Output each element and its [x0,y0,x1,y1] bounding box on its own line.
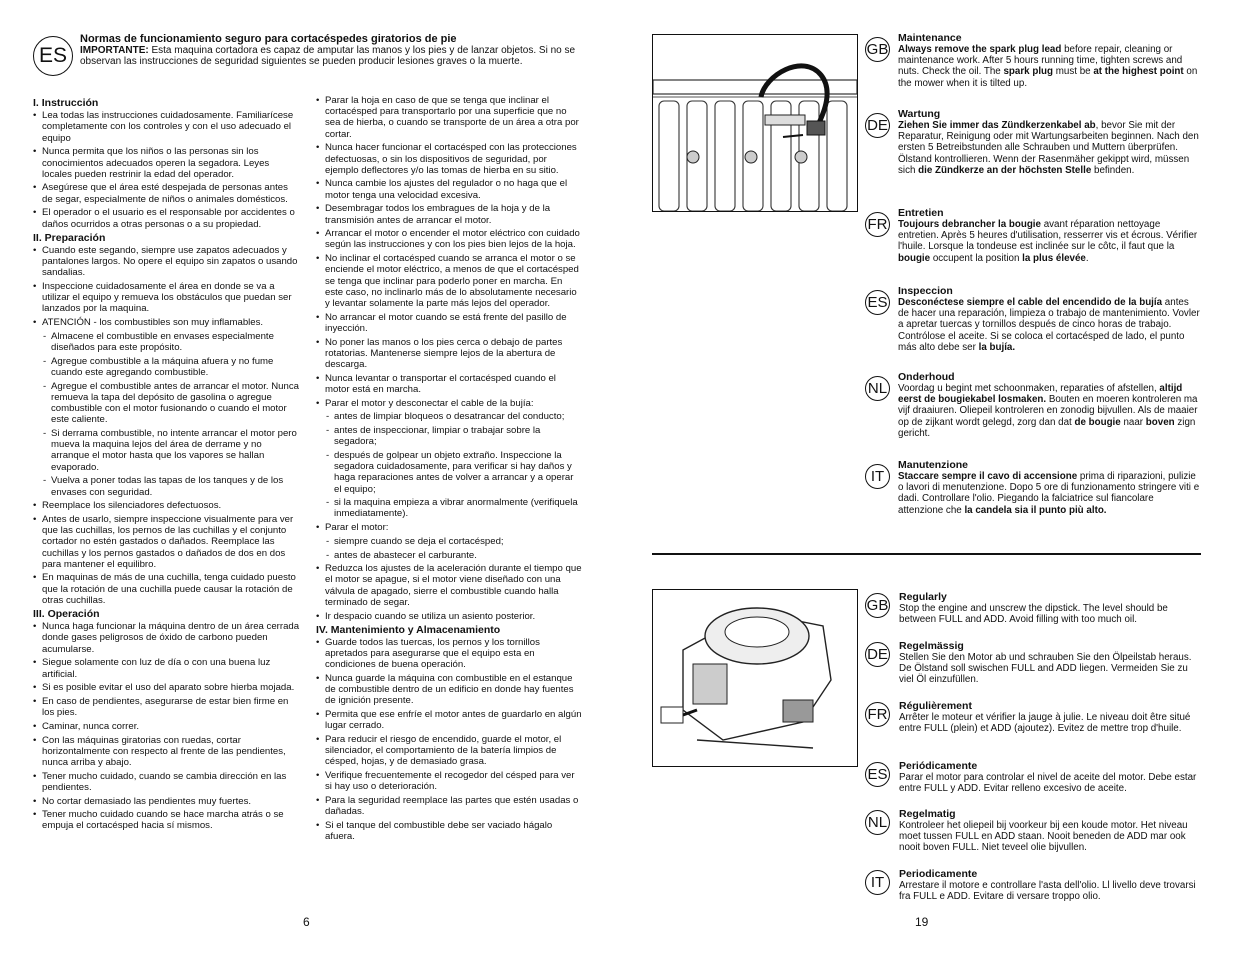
list-item: • Parar el motor y desconectar el cable de la bujía: [316,398,582,409]
section-nl-oil [899,808,1202,854]
list-item: - antes de limpiar bloqueos o desatrancar del conducto; [316,411,582,422]
column-2: • Parar la hoja en caso de que se tenga que inclinar el cortacésped para transportarlo por una superficie que no sea de hierba, o cuando se transporte de un área a otra por cortar. • Nunca hacer funcionar el cortacésped con las protecciones defectuosas, o sin los dispositivos de seguridad, por ejemplo deflectores y/o las tomas de hierba en su sitio. • Nunca cambie los ajustes del regulador o no haga que el motor tenga una velocidad excesiva. • Desembragar todos los embragues de la hoja y de la transmisión antes de arrancar el motor. • Arrancar el motor o encender el motor eléctrico con cuidado según las instrucciones y con los pies bien lejos de la hoja. • No inclinar el cortacésped cuando se arranca el motor o se enciende el motor eléctrico, a menos de que el cortacésped se tenga que inclinar para poderlo poner en marcha. En este caso, no inclinarlo más de lo absolutamente necesario y levantar solamente la parte más lejos del operador. • No arrancar el motor cuando se está frente del pasillo de inyección. • No poner las manos o los pies cerca o debajo de partes rotatorias. Mantenerse siempre lejos de la abertura de descarga. • Nunca levantar o transportar el cortacésped cuando el motor está en marcha. • Parar el motor y desconectar el cable de la bujía: - antes de limpiar bloqueos o desatrancar del conducto; - antes de inspeccionar, limpiar o trabajar sobre la segadora; - después de golpear un objeto extraño. Inspeccione la segadora cuidadosamente, para verificar si hay daños y haga reparaciones antes de volver a arrancar y a operar el equipo; - si la maquina empieza a vibrar anormalmente (verifiquela inmediatamente). • Parar el motor: - siempre cuando se deja el cortacésped; - antes de abastecer el carburante. • Reduzca los ajustes de la aceleración durante el tiempo que el motor se apague, si el motor viene diseñado con una válvula de apagado, sierre el combustible cuando halla terminado de segar. • Ir despacio cuando se utiliza un asiento posterior. IV. Mantenimiento y Almacenamiento • Guarde todos las tuercas, los pernos y los tornillos apretados para asegurarse que el equipo esta en condiciones de buena operación. • Nunca guarde la máquina con combustible en el estanque de combustible dentro de un edificio en donde hay fuentes de ignición presente. • Permita que ese enfríe el motor antes de guardarlo en algún lugar cerrado. • Para reducir el riesgo de encendido, guarde el motor, el silenciador, el comportamiento de la batería limpios de césped, hojas, y de demasiado grasa. • Verifique frecuentemente el recogedor del césped para ver si hay uso o deterioración. • Para la seguridad reemplace las partes que estén usadas o dañadas. • Si el tanque del combustible debe ser vaciado hágalo afuera. [316,95,582,845]
language-badge-de: DE [865,113,890,138]
language-badge-gb: GB [865,37,890,62]
list-item: • Con las máquinas giratorias con ruedas, cortar horizontalmente con respecto al frente de las pendientes, nunca arriba y abajo. [33,735,301,769]
section-text: Ziehen Sie immer das Zündkerzenkabel ab, bevor Sie mit der Reparatur, Reinigung oder mit Wartungsarbeiten beginnen. Nach den ersten 5 Betreibstunden alle Schrauben und Muttern überprüfen. Ölstand kontrollieren. Wenn der Rasenmäher gekippt wird, müssen sich die Zündkerze an der höchsten Stelle befinden. [898,120,1199,176]
list-item: - Agregue combustible a la máquina afuera y no fume cuando este agregando combustible. [33,356,301,378]
list-item: - Vuelva a poner todas las tapas de los tanques y de los envases con seguridad. [33,475,301,497]
language-badge-it: IT [865,870,890,895]
list-item: • Tener mucho cuidado cuando se hace marcha atrás o se empuja el cortacésped hacia sí mismos. [33,809,301,831]
section-text: Voordag u begint met schoonmaken, reparaties of afstellen, altijd eerst de bougiekabel losmaken. Bouten en moeren kontroleren ma vijf draaiuren. Oliepeil kontroleren en zonodig bijvullen. Als de maaier op de zijkant wordt gelegd, zorg dan dat de bougie naar boven zign gericht. [898,383,1198,439]
list-item: • Guarde todos las tuercas, los pernos y los tornillos apretados para asegurarse que el equipo esta en condiciones de buena operación. [316,637,582,671]
list-item: • Nunca cambie los ajustes del regulador o no haga que el motor tenga una velocidad excesiva. [316,178,582,200]
language-badge-es: ES [865,290,890,315]
language-badge-es: ES [865,762,890,787]
list-item: • Cuando este segando, siempre use zapatos adecuados y pantalones largos. No opere el equipo sin zapatos o usando sandalias. [33,245,301,279]
list-item: • Nunca levantar o transportar el cortacésped cuando el motor está en marcha. [316,373,582,395]
list-item: • Nunca guarde la máquina con combustible en el estanque de combustible dentro de un edificio en donde hay fuentes de ignición presente. [316,673,582,707]
list-item: • Para reducir el riesgo de encendido, guarde el motor, el silenciador, el comportamiento de la batería limpios de césped, hojas, y de demasiado grasa. [316,734,582,768]
list-item: • Tener mucho cuidado, cuando se cambia dirección en las pendientes. [33,771,301,793]
section-title: Regelmässig [899,640,964,652]
section-divider [652,553,1201,555]
language-badge-nl: NL [865,376,890,401]
list-item: • Nunca permita que los niños o las personas sin los conocimientos adecuados operen la segadora. Leyes locales pueden restrinir la edad del operador. [33,146,301,180]
list-item: • Si el tanque del combustible debe ser vaciado hágalo afuera. [316,820,582,842]
section-text: Toujours debrancher la bougie avant réparation nettoyage entretien. Après 5 heures d'utilisation, resserrer vis et écrous. Vérifier l'huile. Lorsque la tondeuse est inclinée sur le côtc, il faut que la bougie occupent la position la plus élevée. [898,219,1198,264]
list-item: - siempre cuando se deja el cortacésped; [316,536,582,547]
section-title: Wartung [898,108,941,120]
section-text: Staccare sempre il cavo di accensione prima di riparazioni, pulizie o lavori di menutenzione. Dopo 5 ore di funzionamento stringere viti e dadi. Controllare l'olio. Piegando la falciatrice sul fiancolare attenzione che la candela sia il punto più alto. [898,471,1200,516]
list-item: • Parar el motor: [316,522,582,533]
section-text: Stellen Sie den Motor ab und schrauben Sie den Ölpeilstab heraus. De Ölstand soll swischen FULL and ADD liegen. Vermeiden Sie zu viel Öl einzufüllen. [899,652,1192,686]
list-item: • Antes de usarlo, siempre inspeccione visualmente para ver que las cuchillas, los pernos de las cuchillas y el conjunto cortador no estén gastados o dañados. Reemplace las cuchillas y los pernos gastados o dañados de dos en dos para mantener el equilibro. [33,514,301,570]
section-fr-oil [899,700,1202,734]
page-number-right: 19 [915,915,929,929]
list-item: • Desembragar todos los embragues de la hoja y de la transmisión antes de arrancar el motor. [316,203,582,225]
section-title: Inspeccion [898,285,953,297]
list-item: • Arrancar el motor o encender el motor eléctrico con cuidado según las instrucciones y con los pies bien lejos de la hoja. [316,228,582,250]
section-de-maintenance [898,108,1201,176]
list-item: • Si es posible evitar el uso del aparato sobre hierba mojada. [33,682,301,693]
section-title: Maintenance [898,32,962,44]
section-title: Manutenzione [898,459,968,471]
section-it-oil [899,868,1202,902]
section-title: Periodicamente [899,868,978,880]
language-badge-es: ES [33,36,73,76]
list-item: - Agregue el combustible antes de arrancar el motor. Nunca remueva la tapa del depósito de gasolina o agregue combustible con el motor fusionando o cuando el motor este caliente. [33,381,301,426]
intro-text: IMPORTANTE: Esta maquina cortadora es capaz de amputar las manos y los pies y de lanzar objetos. Si no se observan las instrucciones de seguridad siguientes se pueden producir lesiones graves o la muerte. [80,45,576,68]
language-badge-fr: FR [865,212,890,237]
section-text: Desconéctese siempre el cable del encendido de la bujía antes de hacer una reparación, limpieza o trabajo de mantenimiento. Vovler a apretar tuercas y tornillos después de cinco horas de trabajo. Contrólose el aceite. Si se coloca el cortacésped de lado, el punto más alto debe ser la bujía. [898,297,1200,353]
list-item: • Lea todas las instrucciones cuidadosamente. Familiarícese completamente con los controles y con el uso adecuado el equipo [33,110,301,144]
list-item: • Caminar, nunca correr. [33,721,301,732]
section-title: Onderhoud [898,371,955,383]
list-item: • Ir despacio cuando se utiliza un asiento posterior. [316,611,582,622]
list-item: - después de golpear un objeto extraño. Inspeccione la segadora cuidadosamente, para verificar si hay daños y haga reparaciones antes de volver a arrancar y a operar el equipo; [316,450,582,495]
list-item: • En maquinas de más de una cuchilla, tenga cuidado puesto que la rotación de una cuchilla puede causar la rotación de otras cuchillas. [33,572,301,606]
list-item: • Para la seguridad reemplace las partes que estén usadas o dañadas. [316,795,582,817]
section-gb-maintenance [898,32,1201,89]
list-item: • No cortar demasiado las pendientes muy fuertes. [33,796,301,807]
engine-dipstick-illustration [652,589,858,767]
list-item: - antes de inspeccionar, limpiar o trabajar sobre la segadora; [316,425,582,447]
section-text: Arrestare il motore e controllare l'asta dell'olio. Ll livello deve trovarsi fra FULL e ADD. Evitare di versare troppo olio. [899,880,1196,903]
list-item: • Reduzca los ajustes de la aceleración durante el tiempo que el motor se apague, si el motor viene diseñado con una válvula de apagado, sierre el combustible cuando halla terminado de segar. [316,563,582,608]
section-nl-maintenance [898,371,1201,439]
page-title: Normas de funcionamiento seguro para cortacéspedes giratorios de pie IMPORTANTE: Esta maquina cortadora es capaz de amputar las manos y los pies y de lanzar objetos. Si no se observan las instrucciones de seguridad siguientes se pueden producir lesiones graves o la muerte. [80,33,585,68]
list-item: • Asegúrese que el área esté despejada de personas antes de segar, especialmente de niños o animales domésticos. [33,182,301,204]
section-title: Entretien [898,207,944,219]
list-item: • Nunca haga funcionar la máquina dentro de un área cerrada donde gases peligrosos de óxido de carbono pueden acumularse. [33,621,301,655]
list-item: • Reemplace los silenciadores defectuosos. [33,500,301,511]
engine-spark-plug-illustration [652,34,858,212]
list-item: • Permita que ese enfríe el motor antes de guardarlo en algún lugar cerrado. [316,709,582,731]
list-item: - Almacene el combustible en envases especialmente diseñados para este propósito. [33,331,301,353]
list-item: • No inclinar el cortacésped cuando se arranca el motor o se enciende el motor eléctrico, a menos de que el cortacésped se tenga que inclinar para poderlo poner en marcha. En este caso, no inclinarlo más de lo absolutamente necesario y levantar solamente la parte más lejos del operador. [316,253,582,309]
page-number-left: 6 [303,915,310,929]
list-item: • Verifique frecuentemente el recogedor del césped para ver si hay uso o deterioración. [316,770,582,792]
list-item: • El operador o el usuario es el responsable por accidentes o daños ocurridos a otras personas o a su propiedad. [33,207,301,229]
list-item: • Inspeccione cuidadosamente el área en donde se va a utilizar el equipo y remueva los obstáculos que puedan ser lanzados por la maquina. [33,281,301,315]
section-title: Regularly [899,591,947,603]
section-fr-maintenance [898,207,1201,264]
section-title: Régulièrement [899,700,972,712]
list-item: - si la maquina empieza a vibrar anormalmente (verifiquela inmediatamente). [316,497,582,519]
section-text: Always remove the spark plug lead before repair, cleaning or maintenance work. After 5 hours running time, tighten screws and nuts. Check the oil. The spark plug must be at the highest point on the mower when it is tilted up. [898,44,1198,89]
language-badge-nl: NL [865,810,890,835]
language-badge-gb: GB [865,593,890,618]
section-es-maintenance [898,285,1201,353]
section-es-oil [899,760,1202,794]
list-item: • No arrancar el motor cuando se está frente del pasillo de inyección. [316,312,582,334]
list-item: • Nunca hacer funcionar el cortacésped con las protecciones defectuosas, o sin los dispositivos de seguridad, por ejemplo deflectores y/o las tomas de hierba en su sitio. [316,142,582,176]
section-title: Regelmatig [899,808,956,820]
list-item: • No poner las manos o los pies cerca o debajo de partes rotatorias. Mantenerse siempre lejos de la abertura de descarga. [316,337,582,371]
section-text: Stop the engine and unscrew the dipstick. The level should be between FULL and ADD. Avoid filling with too much oil. [899,603,1168,626]
list-item: • Parar la hoja en caso de que se tenga que inclinar el cortacésped para transportarlo por una superficie que no sea de hierba, o cuando se transporte de un área a otra por cortar. [316,95,582,140]
section-title: Periódicamente [899,760,978,772]
section-it-maintenance [898,459,1201,516]
language-badge-it: IT [865,464,890,489]
section-de-oil [899,640,1202,686]
section-gb-oil [899,591,1202,625]
language-badge-de: DE [865,642,890,667]
column-1: I. Instrucción • Lea todas las instrucciones cuidadosamente. Familiarícese completamente con los controles y con el uso adecuado el equipo • Nunca permita que los niños o las personas sin los conocimientos adecuados operen la segadora. Leyes locales pueden restrinir la edad del operador. • Asegúrese que el área esté despejada de personas antes de segar, especialmente de niños o animales domésticos. • El operador o el usuario es el responsable por accidentes o daños ocurridos a otras personas o a su propiedad. II. Preparación • Cuando este segando, siempre use zapatos adecuados y pantalones largos. No opere el equipo sin zapatos o usando sandalias. • Inspeccione cuidadosamente el área en donde se va a utilizar el equipo y remueva los obstáculos que puedan ser lanzados por la maquina. • ATENCIÓN - los combustibles son muy inflamables. - Almacene el combustible en envases especialmente diseñados para este propósito. - Agregue combustible a la máquina afuera y no fume cuando este agregando combustible. - Agregue el combustible antes de arrancar el motor. Nunca remueva la tapa del depósito de gasolina o agregue combustible con el motor fusionando o cuando el motor este caliente. - Si derrama combustible, no intente arrancar el motor pero mueva la maquina lejos del área de derrame y no arranque el motor hasta que los vapores se hallan evaporado. - Vuelva a poner todas las tapas de los tanques y de los envases con seguridad. • Reemplace los silenciadores defectuosos. • Antes de usarlo, siempre inspeccione visualmente para ver que las cuchillas, los pernos de las cuchillas y el conjunto cortador no estén gastados o dañados. Reemplace las cuchillas y los pernos gastados o dañados de dos en dos para mantener el equilibro. • En maquinas de más de una cuchilla, tenga cuidado puesto que la rotación de una cuchilla puede causar la rotación de otras cuchillas. III. Operación • Nunca haga funcionar la máquina dentro de un área cerrada donde gases peligrosos de óxido de carbono pueden acumularse. • Siegue solamente con luz de día o con una buena luz artificial. • Si es posible evitar el uso del aparato sobre hierba mojada. • En caso de pendientes, asegurarse de estar bien firme en los pies. • Caminar, nunca correr. • Con las máquinas giratorias con ruedas, cortar horizontalmente con respecto al frente de las pendientes, nunca arriba y abajo. • Tener mucho cuidado, cuando se cambia dirección en las pendientes. • No cortar demasiado las pendientes muy fuertes. • Tener mucho cuidado cuando se hace marcha atrás o se empuja el cortacésped hacia sí mismos. [33,95,301,834]
language-badge-fr: FR [865,702,890,727]
list-item: • ATENCIÓN - los combustibles son muy inflamables. [33,317,301,328]
list-item: • En caso de pendientes, asegurarse de estar bien firme en los pies. [33,696,301,718]
list-item: - Si derrama combustible, no intente arrancar el motor pero mueva la maquina lejos del área de derrame y no arranque el motor hasta que los vapores se hallan evaporado. [33,428,301,473]
section-text: Parar el motor para controlar el nivel de aceite del motor. Debe estar entre FULL y ADD. Evitar relleno excesivo de aceite. [899,772,1197,795]
list-item: • Siegue solamente con luz de día o con una buena luz artificial. [33,657,301,679]
list-item: - antes de abastecer el carburante. [316,550,582,561]
section-text: Kontroleer het oliepeil bij voorkeur bij een koude motor. Het niveau moet tussen FULL en ADD staan. Nooit beneden de ADD mar ook nooit boven FULL. Niet teveel olie bijvullen. [899,820,1188,854]
section-text: Arrêter le moteur et vérifier la jauge à julie. Le niveau doit être situé entre FULL (plein) et ADD (ajoutez). Evitez de mettre trop d'huile. [899,712,1191,735]
